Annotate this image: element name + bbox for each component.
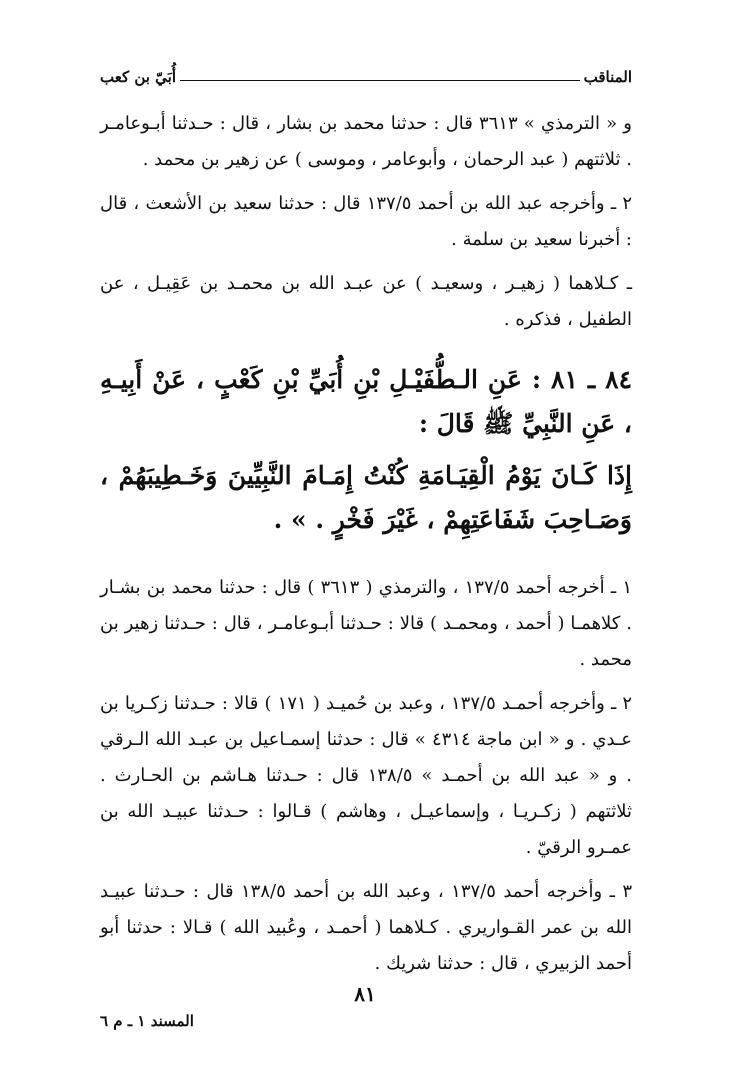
- note-2: ٢ ـ وأخرجه أحمـد ١٣٧/٥ ، وعبد بن حُميـد ( ١٧١ ) قالا : حـدثنا زكـريا بن عـدي . و « ابن ماجة ٤٣١٤ » قال : حدثنا إسمـاعيل بن عبـد الله الـرقي . و « عبد الله بن أحمـد » ١٣٨/٥ قال : حـدثنا هـاشم بن الحـارث . ثلاثتهم ( زكـريـا ، وإسماعيـل ، وهاشم ) قـالوا : حـدثنا عبيـد الله بن عمـرو الرقيّ .: [100, 693, 633, 858]
- note-1: ١ ـ أخرجه أحمد ١٣٧/٥ ، والترمذي ( ٣٦١٣ ) قال : حدثنا محمد بن بشـار . كلاهمـا ( أحمد ، ومحمـد ) قالا : حـدثنا أبـوعامـر ، قال : حـدثنا زهير بن محمد .: [100, 577, 632, 670]
- page-body: [100, 106, 632, 982]
- header-chapter-title: أُبَيّ بن كعب: [100, 68, 176, 86]
- running-header: [100, 60, 632, 86]
- note-3: ٣ ـ وأخرجه أحمد ١٣٧/٥ ، وعبد الله بن أحمد ١٣٨/٥ قال : حـدثنا عبيـد الله بن عمر القـواريري . كـلاهما ( أحمـد ، وعُبيد الله ) قـالا : حدثنا أبو أحمد الزبيري ، قال : حدثنا شريك .: [100, 881, 633, 974]
- hadith-heading: ٨٤ ـ ٨١ : عَنِ الـطُّفَيْـلِ بْنِ أُبَيِّ بْنِ كَعْبٍ ، عَنْ أَبِيـهِ ، عَنِ النَّبِيِّ ﷺ قَالَ :: [100, 365, 632, 438]
- header-section-title: المناقب: [583, 68, 632, 86]
- paragraph-1: و « الترمذي » ٣٦١٣ قال : حدثنا محمد بن بشار ، قال : حـدثنا أبـوعامـر . ثلاثتهم ( عبد الرحمان ، وأبوعامر ، وموسى ) عن زهير بن محمد .: [100, 113, 632, 170]
- header-rule: [180, 80, 580, 81]
- page-number: ٨١: [354, 982, 376, 1006]
- hadith-text: إِذَا كَـانَ يَوْمُ الْقِيَـامَةِ كُنْتُ إِمَـامَ النَّبِيِّينَ وَخَـطِيبَهُمْ ، وَصَـاحِبَ شَفَاعَتِهِمْ ، غَيْرَ فَخْرٍ . » .: [100, 461, 632, 534]
- paragraph-2: ٢ ـ وأخرجه عبد الله بن أحمد ١٣٧/٥ قال : حدثنا سعيد بن الأشعث ، قال : أخبرنا سعيد بن سلمة .: [100, 193, 633, 250]
- paragraph-3: ـ كـلاهما ( زهيـر ، وسعيـد ) عن عبـد الله بن محمـد بن عَقِيـل ، عن الطفيل ، فذكره .: [100, 273, 632, 330]
- volume-signature: المسند ١ ـ م ٦: [100, 1012, 194, 1030]
